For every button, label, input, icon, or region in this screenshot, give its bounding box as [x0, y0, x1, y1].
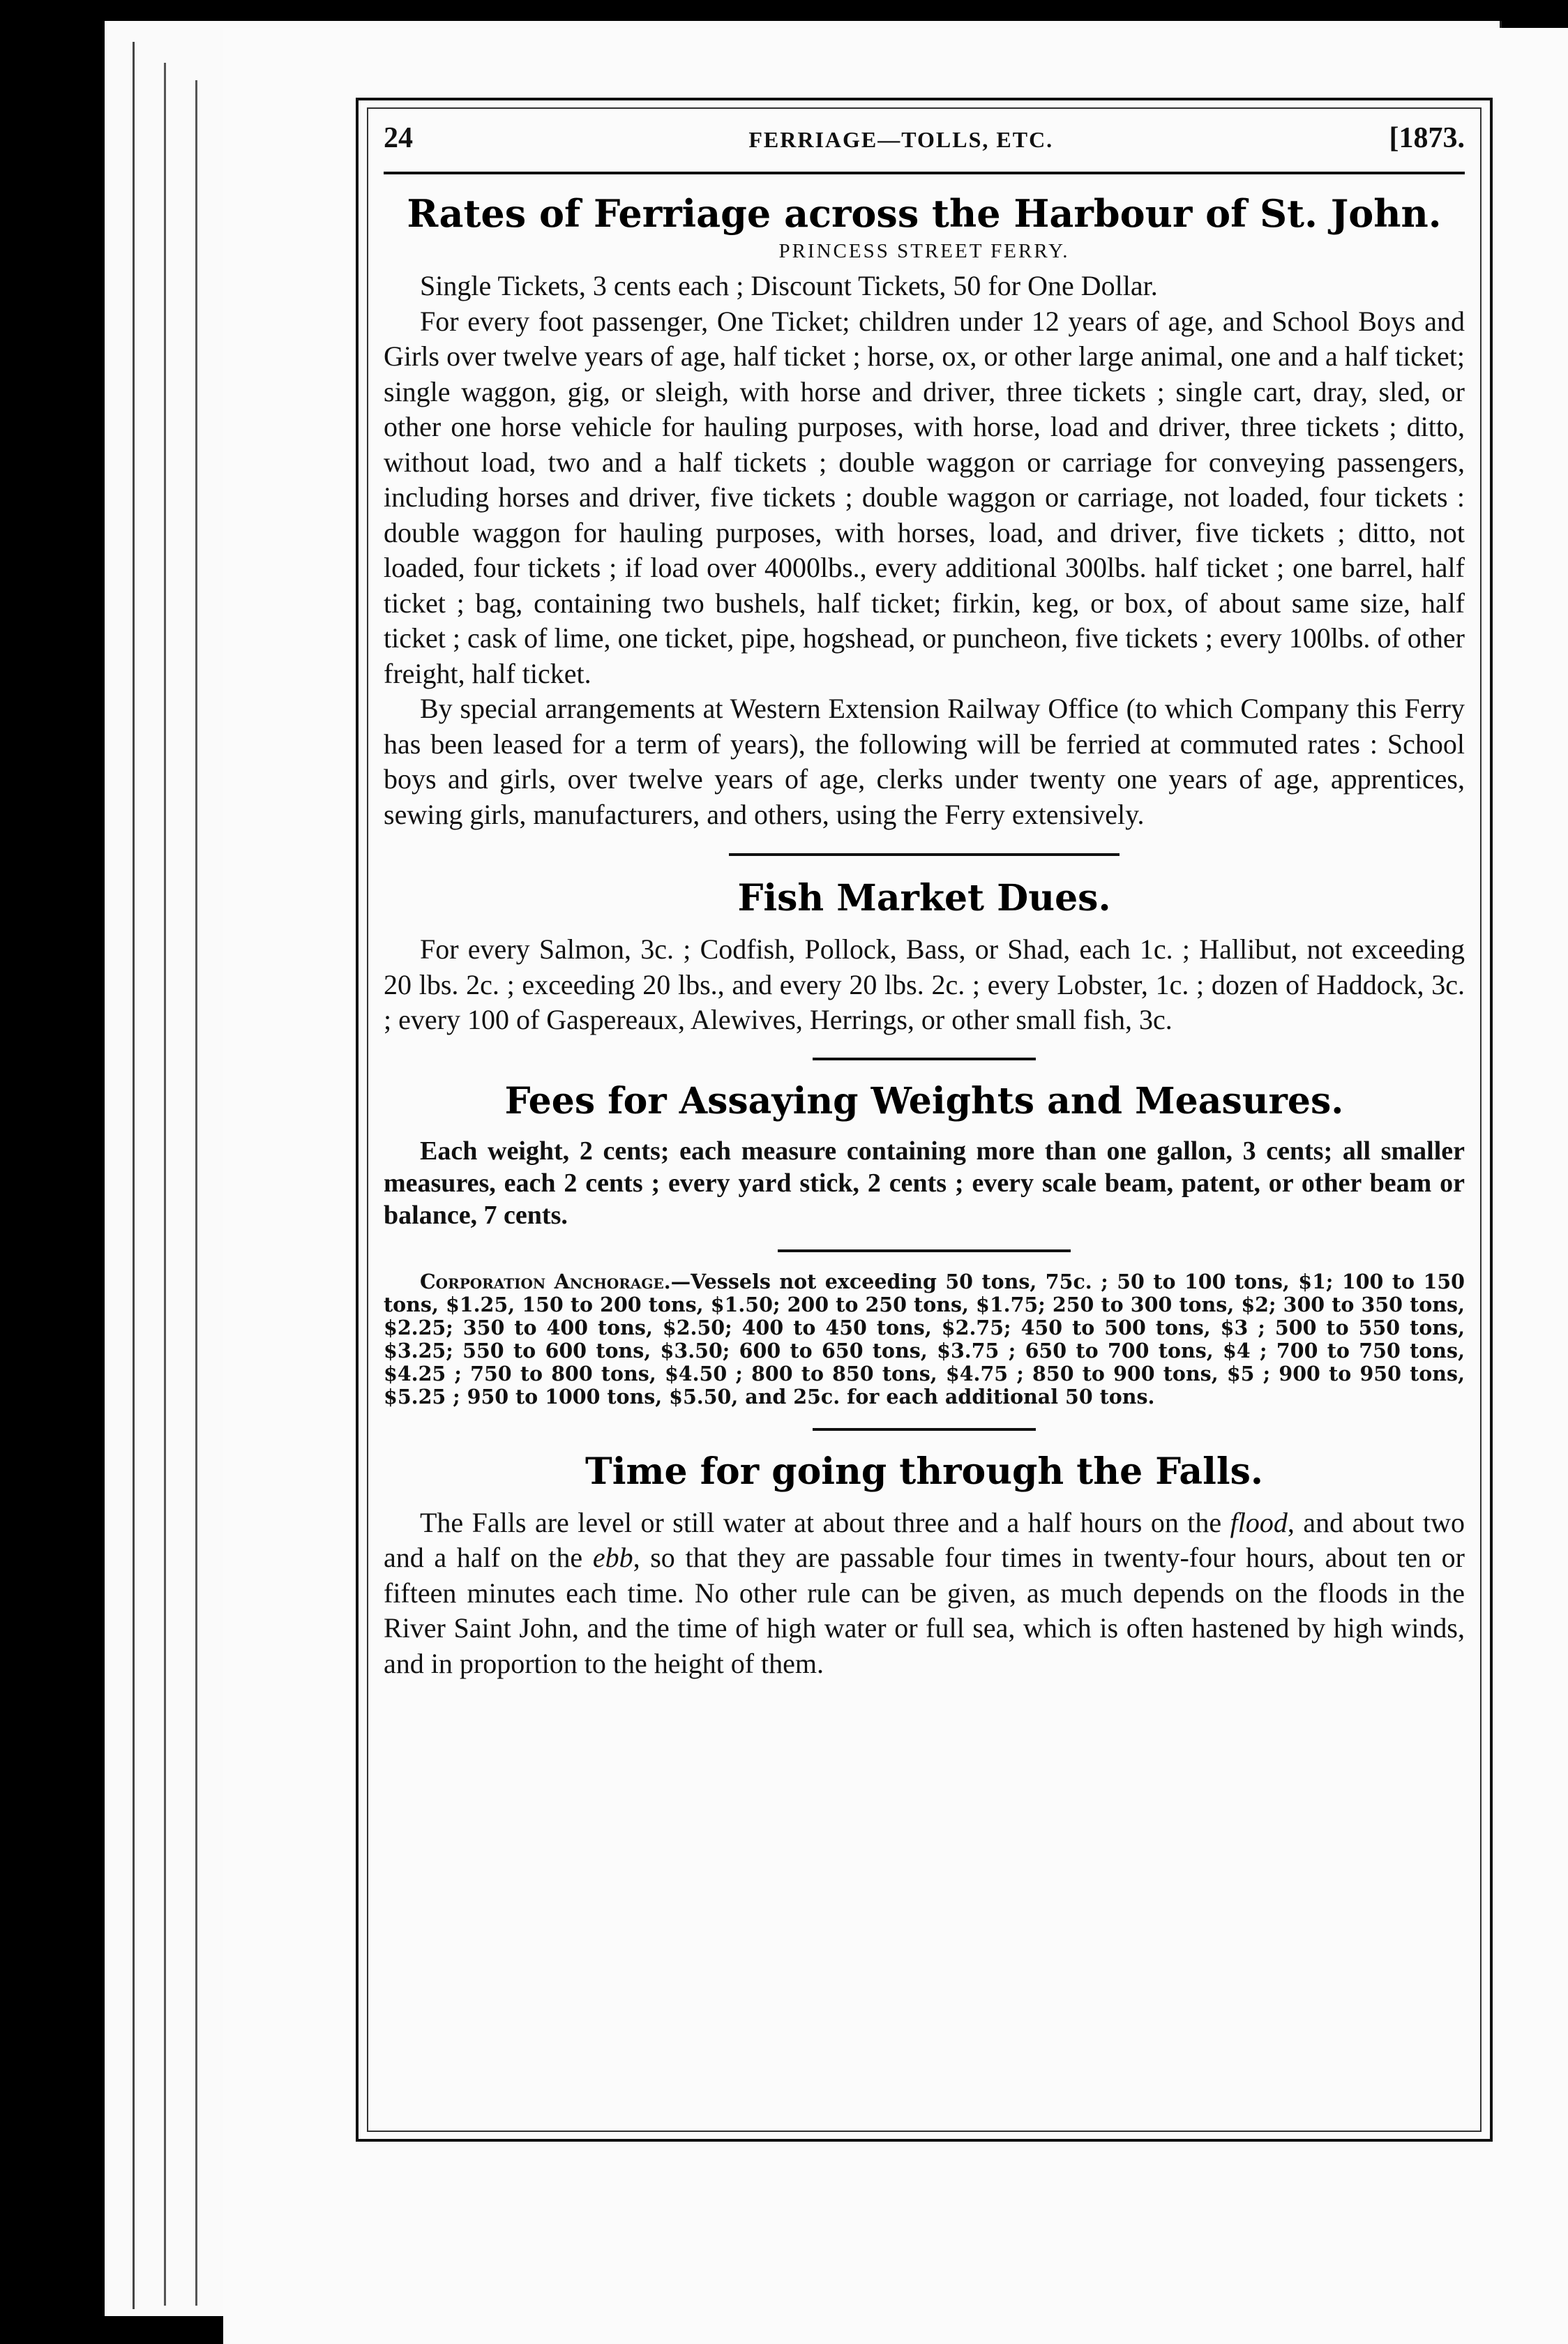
section-divider — [813, 1428, 1036, 1431]
assaying-heading: Fees for Assaying Weights and Measures. — [504, 1079, 1344, 1122]
anchorage-text: —Vessels not exceeding 50 tons, 75c. ; 50 to 100 tons, $1; 100 to 150 tons, $1.25, 150 to 200 tons, $1.50; 200 to 250 tons, $1.75; 250 to 300 tons, $2; 300 to 350 tons, $2.25; 350 to 400 tons, $2.50; 400 to 450 tons, $2.75; 450 to 500 tons, $3 ; 500 to 550 tons, $3.25; 550 to 600 tons, $3.50; 600 to 650 tons, $3.75 ; 650 to 700 tons, $4 ; 700 to 750 tons, $4.25 ; 750 to 800 tons, $4.50 ; 800 to 850 tons, $4.75 ; 850 to 900 tons, $5 ; 900 to 950 tons, $5.25 ; 950 to 1000 tons, $5.50, and 25c. for each additional 50 tons. — [384, 1269, 1465, 1408]
header-rule — [384, 172, 1465, 174]
page-content — [384, 121, 1465, 1681]
fish-heading: Fish Market Dues. — [737, 877, 1111, 919]
running-title: FERRIAGE—TOLLS, ETC. — [748, 127, 1054, 152]
ferriage-tickets-para: Single Tickets, 3 cents each ; Discount Tickets, 50 for One Dollar. — [420, 270, 1158, 301]
falls-text-b: , and about two and a half on the — [384, 1506, 1465, 1573]
ferriage-heading: Rates of Ferriage across the Harbour of St. John. — [407, 191, 1442, 236]
falls-text-c: , so that they are passable four times in twenty-four hours, about ten or fifteen minutes each time. No other rule can be given, as much depends on the floods in the River Saint John, and the time of high water or full sea, which is often hastened by high winds, and in proportion to the height of them. — [384, 1542, 1465, 1679]
anchorage-para — [384, 1270, 1465, 1408]
page-border — [356, 98, 1493, 2142]
book-page — [223, 28, 1568, 2344]
year-label: [1873. — [1389, 122, 1465, 154]
fish-para: For every Salmon, 3c. ; Codfish, Pollock, Bass, or Shad, each 1c. ; Hallibut, not exceeding 20 lbs. 2c. ; exceeding 20 lbs., and every 20 lbs. 2c. ; every Lobster, 1c. ; dozen of Haddock, 3c. ; every 100 of Gaspereaux, Alewives, Herrings, or other small fish, 3c. — [384, 933, 1465, 1035]
assaying-para: Each weight, 2 cents; each measure containing more than one gallon, 3 cents; all smaller measures, each 2 cents ; every yard stick, 2 cents ; every scale beam, patent, or other beam or balance, 7 cents. — [384, 1136, 1465, 1230]
running-header — [384, 121, 1465, 163]
falls-text-a: The Falls are level or still water at about three and a half hours on the — [420, 1506, 1230, 1538]
flood-word: flood — [1230, 1506, 1288, 1538]
anchorage-label: Corporation Anchorage. — [420, 1269, 671, 1293]
ferriage-rates-para: For every foot passenger, One Ticket; children under 12 years of age, and School Boys and Girls over twelve years of age, half ticket ; horse, ox, or other large animal, one and a half ticket; single waggon, gig, or sleigh, with horse and driver, three tickets ; single cart, dray, sled, or other one horse vehicle for hauling purposes, with horse, load and driver, three tickets ; ditto, without load, two and a half tickets ; double waggon or carriage for conveying passengers, including horses and driver, five tickets ; double waggon or carriage, not loaded, four tickets : double waggon for hauling purposes, with horses, load, and driver, five tickets ; ditto, not loaded, four tickets ; if load over 4000lbs., every additional 300lbs. half ticket ; one barrel, half ticket ; bag, containing two bushels, half ticket; firkin, keg, or box, of about same size, half ticket ; cask of lime, one ticket, pipe, hogshead, or puncheon, five tickets ; every 100lbs. of other freight, half ticket. — [384, 305, 1465, 689]
section-divider — [813, 1058, 1036, 1060]
falls-para — [384, 1505, 1465, 1682]
ferriage-subheading: PRINCESS STREET FERRY. — [778, 240, 1070, 262]
falls-heading: Time for going through the Falls. — [585, 1450, 1263, 1493]
ebb-word: ebb — [592, 1542, 633, 1573]
page-number: 24 — [384, 122, 413, 154]
section-divider — [729, 853, 1120, 856]
section-divider — [778, 1249, 1071, 1252]
ferriage-special-para: By special arrangements at Western Extension Railway Office (to which Company this Ferry has been leased for a term of years), the following will be ferried at commuted rates : School boys and girls, over twelve years of age, clerks under twenty one years of age, apprentices, sewing girls, manufacturers, and others, using the Ferry extensively. — [384, 693, 1465, 830]
